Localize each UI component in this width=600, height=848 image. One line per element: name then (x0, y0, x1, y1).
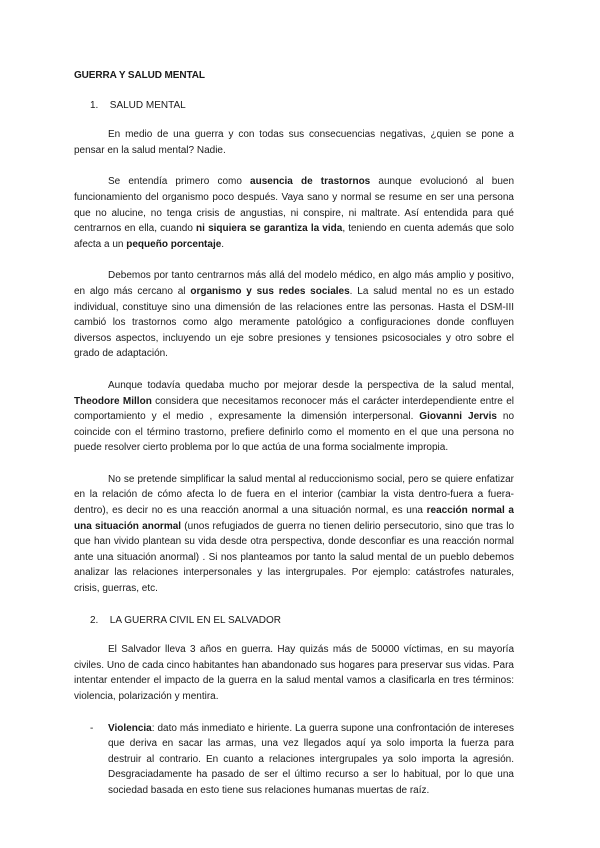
bullet-text: : dato más inmediato e hiriente. La guerra supone una confrontación de intereses que deriva en sacar las armas, una vez llegados aquí ya solo importa la fuerza para destruir al contrario. En cuanto a relaciones intergrupales ya solo importa la agresión. Desgraciadamente ha pasado de ser el último recurso a ser lo habitual, por lo que una sociedad basada en esto tiene sus relaciones humanas muertas de raíz. (108, 722, 514, 796)
text-run: no coincide con el término trastorno, prefiere definirlo como el momento en el que una persona no puede resolver cierto problema por lo que actúa de una forma socialmente impropia. (74, 411, 515, 454)
text-run: considera que necesitamos reconocer más el carácter interdependiente entre el comportamiento y el medio , expresamente la dimensión interpersonal. (74, 395, 514, 423)
bold-run: reacción normal a una situación anormal (74, 505, 514, 532)
paragraph-6: El Salvador lleva 3 años en guerra. Hay quizás más de 50000 víctimas, en su mayoría civiles. Uno de cada cinco habitantes han abandonado sus hogares para preservar sus vidas. Para intentar entender el impacto de la guerra en la salud mental vamos a clasificarla en tres términos: violencia, polarización y mentira. (74, 644, 514, 702)
bold-run: Theodore Millon (74, 395, 152, 407)
bold-run: ni siquiera se garantiza la vida (196, 223, 343, 235)
section-number: 1. (90, 99, 99, 111)
paragraph-5 (74, 472, 514, 597)
bold-run: Giovanni Jervis (419, 411, 497, 423)
paragraph-1: En medio de una guerra y con todas sus consecuencias negativas, ¿quien se pone a pensar en la salud mental? Nadie. (74, 129, 514, 156)
text-run: . La salud mental no es un estado individual, constituye sino una dimensión de las relaciones entre las personas. Hasta el DSM-III cambió los trastornos como algo meramente patológico a configuraciones donde confluyen diversos aspectos, incluyendo un eje sobre presiones y tensiones psicosociales y otro sobre el grado de adaptación. (74, 285, 515, 360)
bold-run: organismo y sus redes sociales (190, 285, 350, 297)
text-run: Debemos por tanto centrarnos más allá del modelo médico, en algo más amplio y positivo, en algo más cercano al (74, 270, 514, 297)
bullet-item-violencia (74, 721, 514, 799)
text-run: , teniendo en cuenta además que solo afecta a un (74, 223, 514, 250)
section-title: LA GUERRA CIVIL EN EL SALVADOR (109, 614, 281, 626)
text-run: . (221, 238, 225, 250)
text-run: (unos refugiados de guerra no tienen delirio persecutorio, sino que tras lo que han vivido plantean su vida desde otra perspectiva, donde desconfiar es una reacción normal ante una situación anormal) . Si nos planteamos por tanto la salud mental de un pueblo debemos analizar las relaciones interpersonales y las intergrupales. Por ejemplo: catástrofes naturales, crisis, guerras, etc. (74, 520, 515, 595)
document-title: GUERRA Y SALUD MENTAL (74, 70, 205, 81)
paragraph-2 (74, 174, 514, 252)
bullet-term: Violencia (108, 722, 152, 734)
section-title: SALUD MENTAL (109, 99, 186, 111)
text-run: Se entendía primero como (108, 176, 251, 188)
text-run: No se pretende simplificar la salud mental al reduccionismo social, pero se quiere enfatizar en la relación de cómo afecta lo de fuera en el interior (cambiar la vista dentro-fuera a fuera-dentro), es decir no es una reacción anormal a una situación normal, es una (74, 473, 514, 517)
bullet-dash: - (90, 722, 94, 734)
bold-run: ausencia de trastornos (250, 176, 371, 188)
section-heading-2 (74, 613, 514, 629)
section-number: 2. (90, 614, 99, 626)
section-heading-1 (74, 98, 514, 114)
text-run: Aunque todavía quedaba mucho por mejorar desde la perspectiva de la salud mental, (108, 379, 514, 391)
paragraph-3 (74, 268, 514, 362)
paragraph-4 (74, 378, 514, 456)
text-run: aunque evolucionó al buen funcionamiento del organismo poco después. Vaya sano y normal se resume en ser una persona que no alucine, no tenga crisis de angustias, ni conspire, ni maltrate. Así entendida para qué centrarnos en ella, cuando (74, 176, 514, 235)
bold-run: pequeño porcentaje (126, 238, 222, 250)
